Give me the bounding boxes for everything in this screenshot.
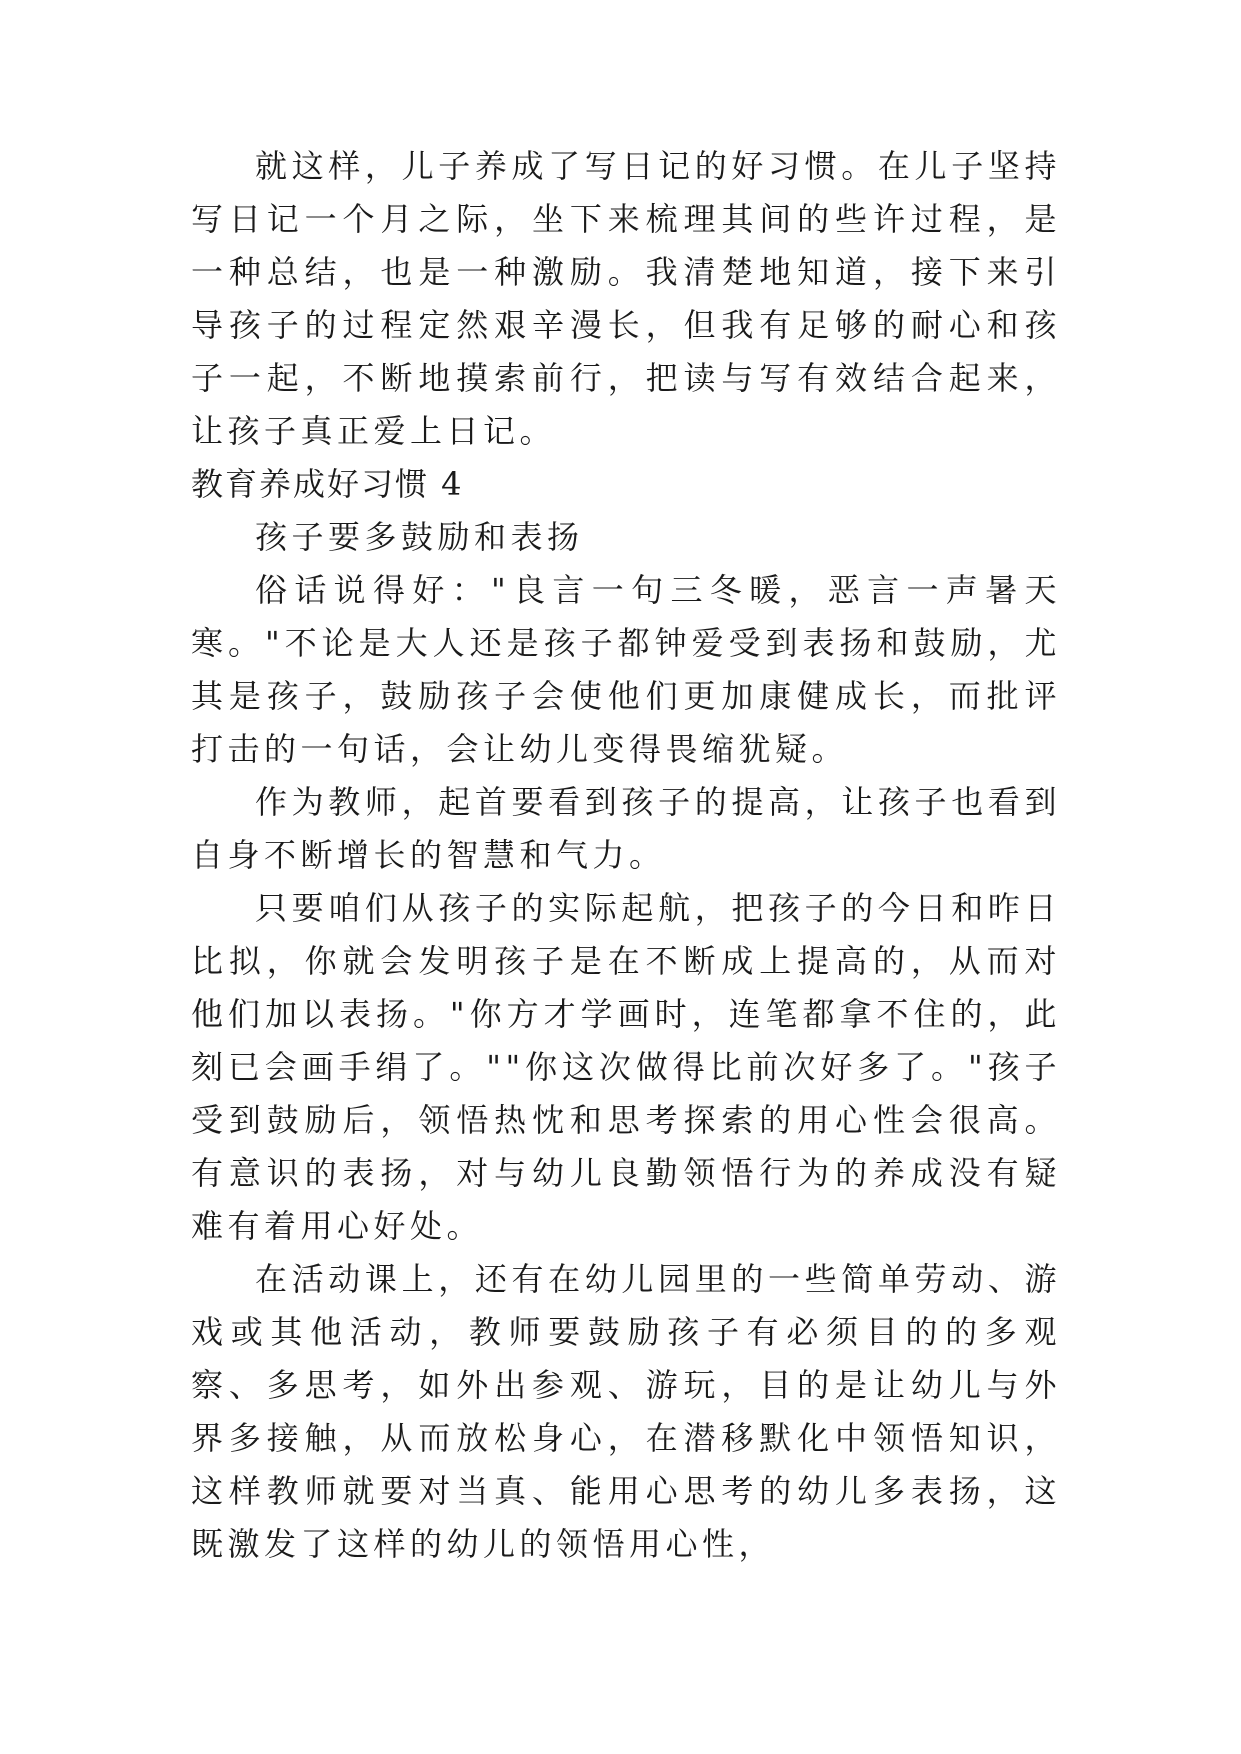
section-heading: 教育养成好习惯 4: [191, 465, 464, 503]
paragraph-teacher-role: 作为教师，起首要看到孩子的提高，让孩子也看到自身不断增长的智慧和气力。: [191, 783, 1061, 874]
document-body: [191, 140, 1061, 1571]
paragraph-proverb: 俗话说得好："良言一句三冬暖，恶言一声暑天寒。"不论是大人还是孩子都钟爱受到表扬和鼓励，尤其是孩子，鼓励孩子会使他们更加康健成长，而批评打击的一句话，会让幼儿变得畏缩犹疑。: [191, 571, 1061, 768]
paragraph-praise-progress: 只要咱们从孩子的实际起航，把孩子的今日和昨日比拟，你就会发明孩子是在不断成上提高的，从而对他们加以表扬。"你方才学画时，连笔都拿不住的，此刻已会画手绢了。""你这次做得比前次好多了。"孩子受到鼓励后，领悟热忱和思考探索的用心性会很高。有意识的表扬，对与幼儿良勤领悟行为的养成没有疑难有着用心好处。: [191, 889, 1061, 1245]
section-subheading: 孩子要多鼓励和表扬: [255, 518, 584, 556]
paragraph-habit-summary: 就这样，儿子养成了写日记的好习惯。在儿子坚持写日记一个月之际，坐下来梳理其间的些许过程，是一种总结，也是一种激励。我清楚地知道，接下来引导孩子的过程定然艰辛漫长，但我有足够的耐心和孩子一起，不断地摸索前行，把读与写有效结合起来，让孩子真正爱上日记。: [191, 147, 1061, 450]
paragraph-activity-class: 在活动课上，还有在幼儿园里的一些简单劳动、游戏或其他活动，教师要鼓励孩子有必须目的的多观察、多思考，如外出参观、游玩，目的是让幼儿与外界多接触，从而放松身心，在潜移默化中领悟知识，这样教师就要对当真、能用心思考的幼儿多表扬，这既激发了这样的幼儿的领悟用心性，: [191, 1260, 1061, 1563]
